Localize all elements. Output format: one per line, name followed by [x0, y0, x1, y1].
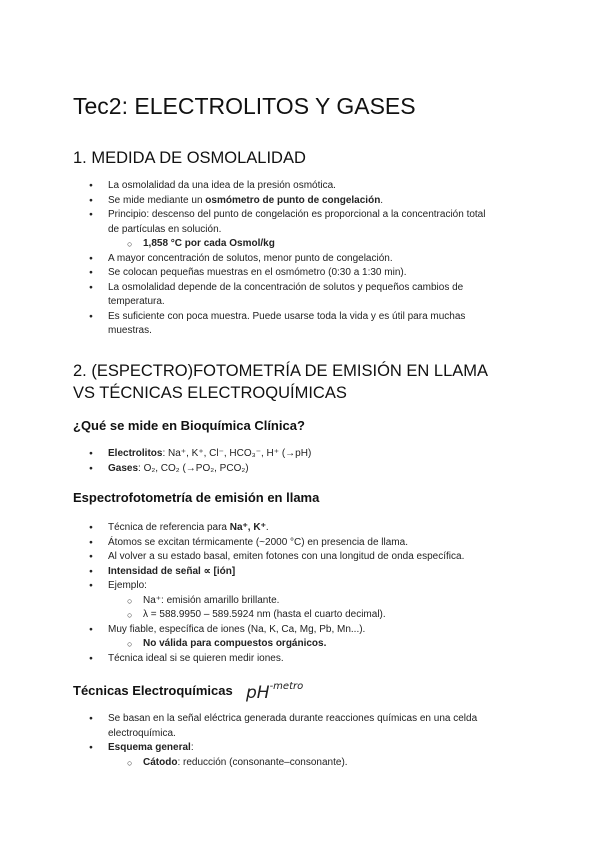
section-1-list: [73, 179, 513, 339]
list-item: ● Se basan en la señal eléctrica generada durante reacciones químicas en una celda electroquímica.: [73, 712, 513, 741]
list-item: ● Electrolitos: Na⁺, K⁺, Cl⁻, HCO₃⁻, H⁺ (→pH): [73, 447, 513, 462]
sub-list-item: ○ No válida para compuestos orgánicos.: [73, 637, 513, 652]
list-item: ● Se colocan pequeñas muestras en el osmómetro (0:30 a 1:30 min).: [73, 266, 513, 281]
measured-list: [73, 447, 513, 476]
list-item: ● Muy fiable, específica de iones (Na, K, Ca, Mg, Pb, Mn...).: [73, 623, 513, 638]
handwritten-annotation: $pH^{-metro}$: [246, 681, 304, 703]
list-item: ● Principio: descenso del punto de congelación es proporcional a la concentración total de partículas en solución.: [73, 208, 513, 237]
sub-list-item: ○ λ = 588.9950 – 589.5924 nm (hasta el cuarto decimal).: [73, 608, 513, 623]
list-item: ● A mayor concentración de solutos, menor punto de congelación.: [73, 252, 513, 267]
list-item: ● Esquema general:: [73, 741, 513, 756]
espectrofotometria-list: [73, 521, 513, 666]
sub-list-item: ○ 1,858 °C por cada Osmol/kg: [73, 237, 513, 252]
list-item: ● Es suficiente con poca muestra. Puede usarse toda la vida y es útil para muchas muestras.: [73, 310, 513, 339]
question-heading: ¿Qué se mide en Bioquímica Clínica?: [73, 418, 305, 433]
espectrofotometria-heading: Espectrofotometría de emisión en llama: [73, 490, 320, 505]
tecnicas-heading: Técnicas Electroquímicas: [73, 683, 233, 698]
list-item: ● Gases: O₂, CO₂ (→PO₂, PCO₂): [73, 462, 513, 477]
section-2-heading: 2. (ESPECTRO)FOTOMETRÍA DE EMISIÓN EN LLAMA VS TÉCNICAS ELECTROQUÍMICAS: [73, 362, 489, 402]
list-item: ● Átomos se excitan térmicamente (~2000 °C) en presencia de llama.: [73, 536, 513, 551]
document-title: Tec2: ELECTROLITOS Y GASES: [73, 93, 416, 119]
sub-list-item: ○ Cátodo: reducción (consonante–consonante).: [73, 756, 513, 771]
list-item: ● Se mide mediante un osmómetro de punto de congelación.: [73, 194, 513, 209]
list-item: ● Al volver a su estado basal, emiten fotones con una longitud de onda específica.: [73, 550, 513, 565]
list-item: ● Técnica de referencia para Na⁺, K⁺.: [73, 521, 513, 536]
list-item: ● Ejemplo:: [73, 579, 513, 594]
list-item: ● La osmolalidad depende de la concentración de solutos y pequeños cambios de temperatura.: [73, 281, 513, 310]
section-1-heading: 1. MEDIDA DE OSMOLALIDAD: [73, 149, 306, 167]
list-item: ● Intensidad de señal ∝ [ión]: [73, 565, 513, 580]
list-item: ● Técnica ideal si se quieren medir iones.: [73, 652, 513, 667]
tecnicas-list: [73, 712, 513, 770]
sub-list-item: ○ Na⁺: emisión amarillo brillante.: [73, 594, 513, 609]
list-item: ● La osmolalidad da una idea de la presión osmótica.: [73, 179, 513, 194]
